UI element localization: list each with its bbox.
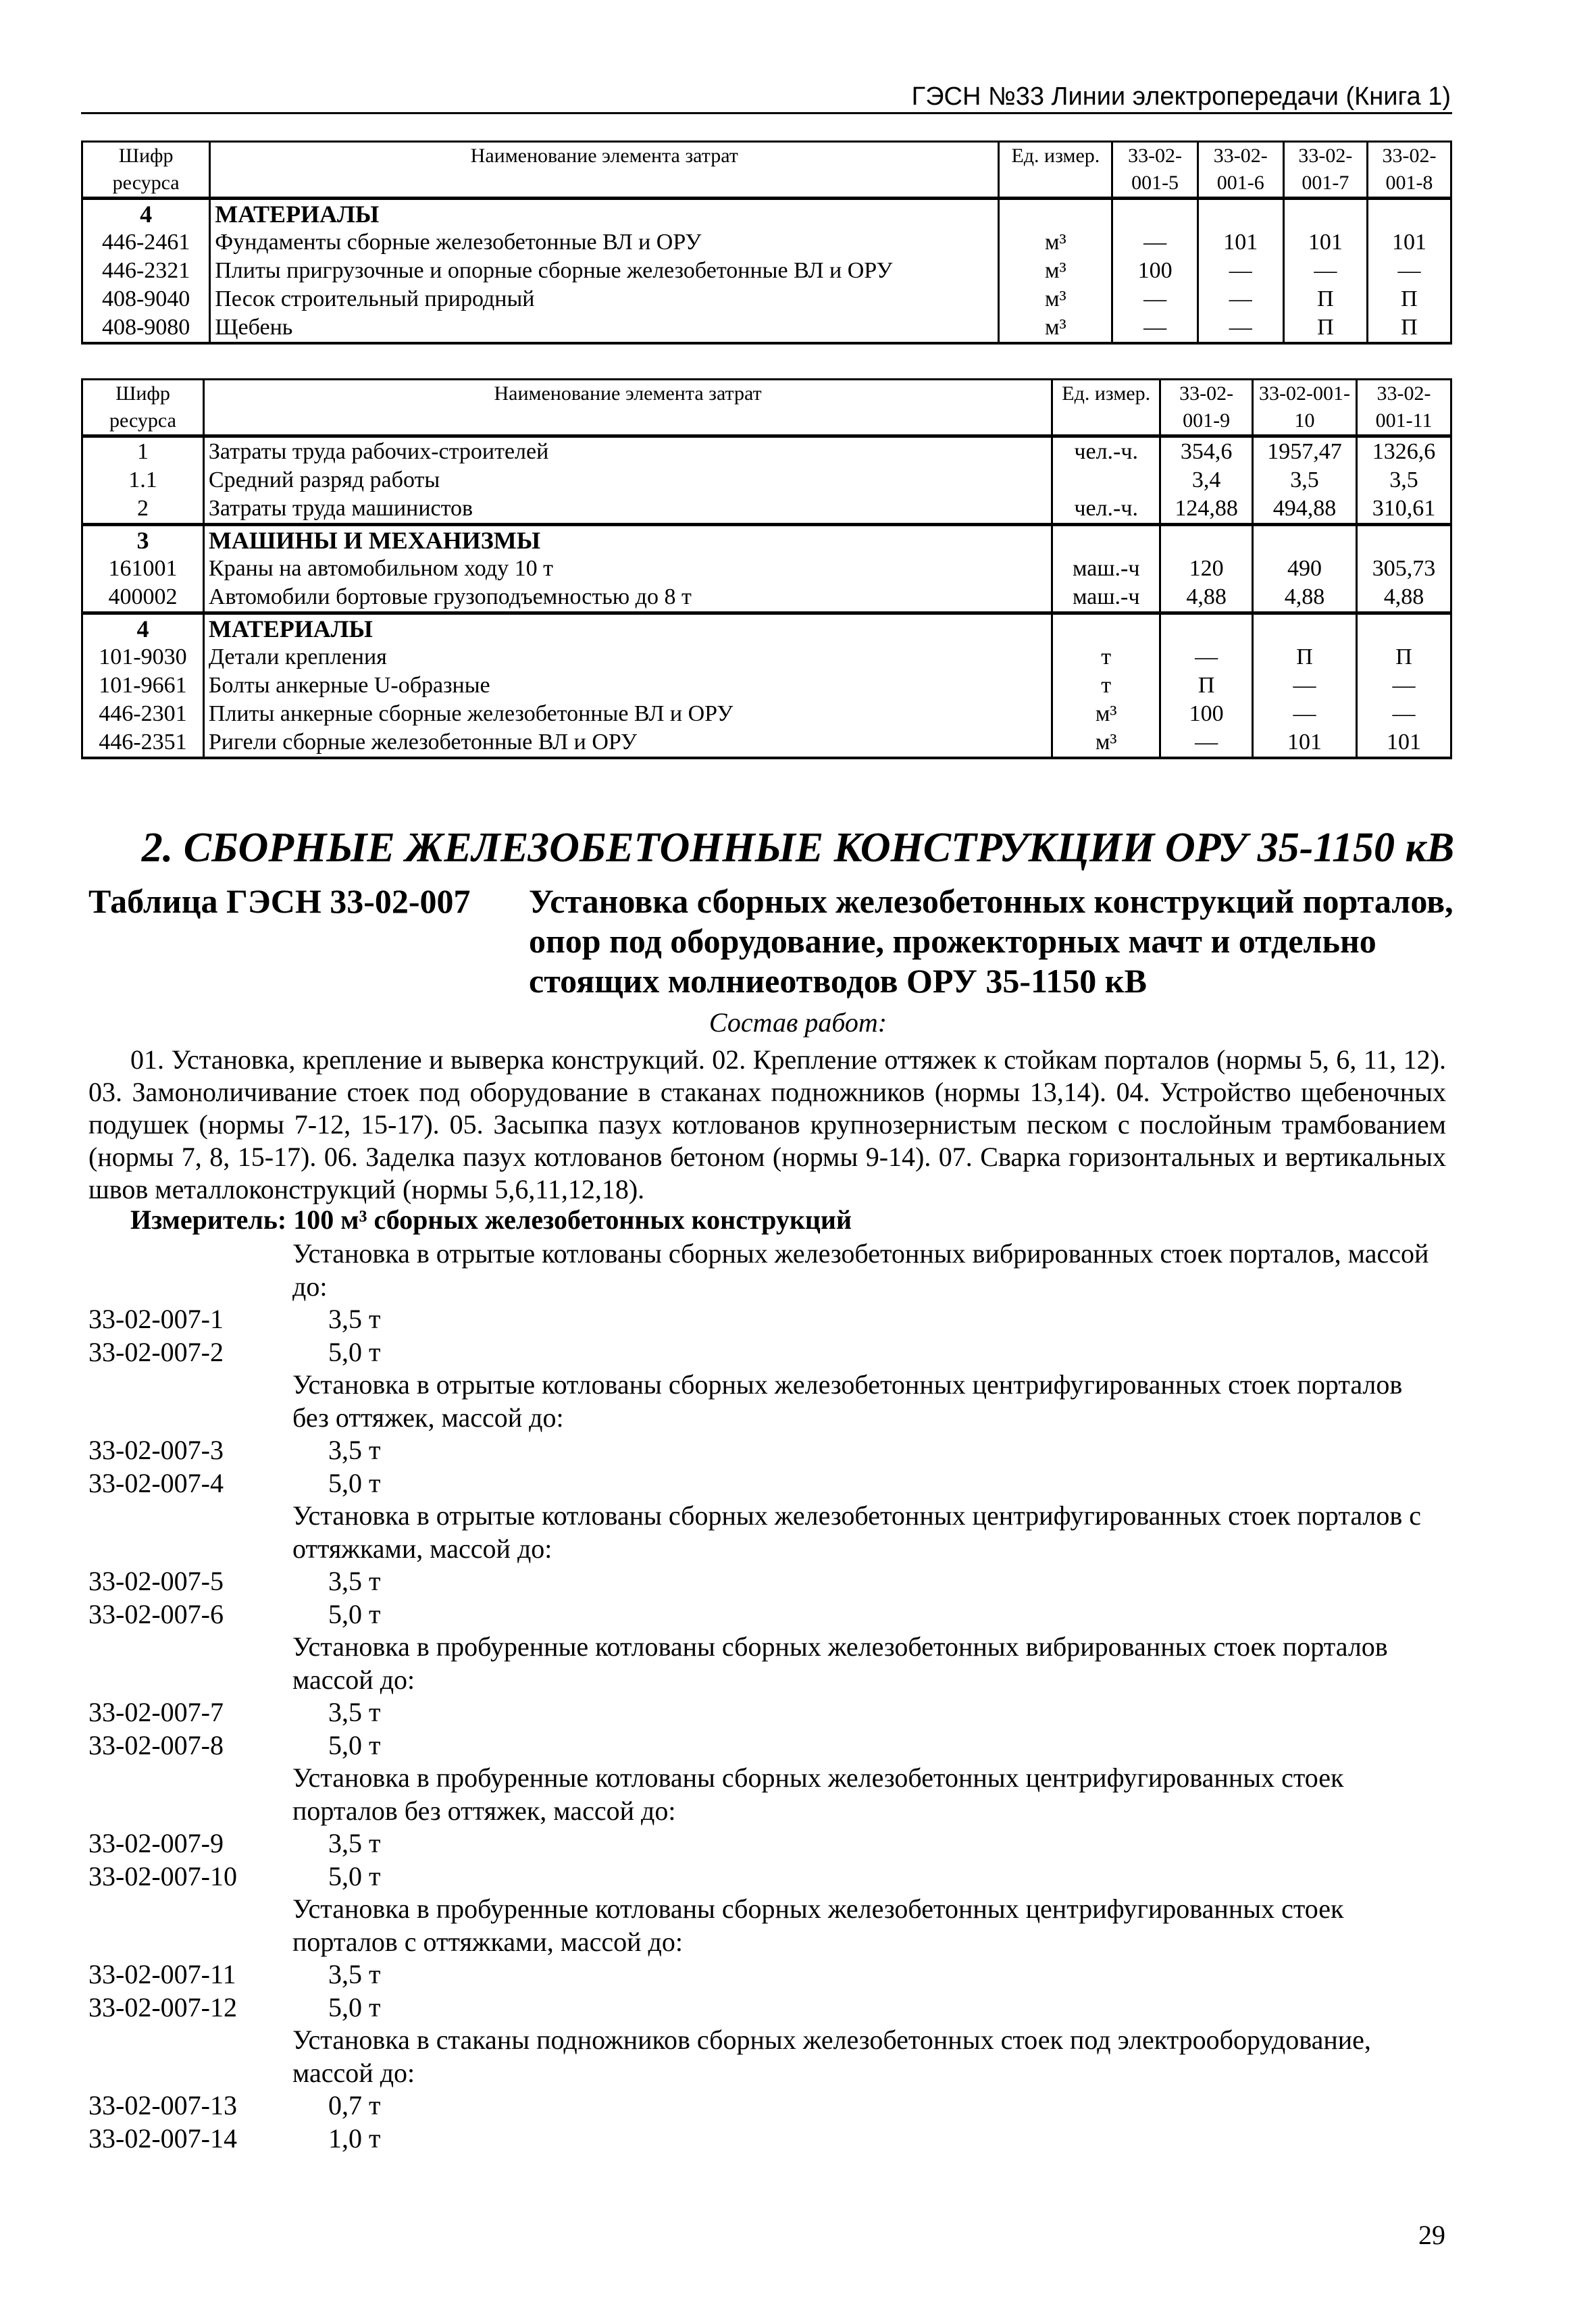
norm-group-description: Установка в пробуренные котлованы сборных железобетонных центрифугированных стоек порталов с оттяжками, массой до: <box>292 1893 1344 1957</box>
norm-value: — <box>1160 643 1253 671</box>
norm-mass: 3,5 т <box>328 1959 381 1989</box>
norm-value: П <box>1283 313 1367 343</box>
norm-value: — <box>1357 671 1451 700</box>
norm-value <box>1357 525 1451 555</box>
norm-item <box>88 2123 1446 2156</box>
norm-value <box>1160 525 1253 555</box>
unit: м³ <box>999 257 1112 285</box>
resource-name: Щебень <box>210 313 999 343</box>
norm-value: 100 <box>1112 257 1198 285</box>
resource-table-1 <box>81 141 1452 345</box>
norm-group-description: Установка в стаканы подножников сборных железобетонных стоек под электрооборудование, массой до: <box>292 2025 1371 2088</box>
table-row <box>82 525 1451 555</box>
norm-item <box>88 1991 1446 2025</box>
norm-mass: 5,0 т <box>328 1729 381 1760</box>
norm-value: 101 <box>1198 228 1283 257</box>
resource-name: МАТЕРИАЛЫ <box>210 199 999 229</box>
norm-code: 33-02-007-1 <box>88 1304 224 1334</box>
resource-code: 161001 <box>82 555 204 583</box>
section-title: 2. СБОРНЫЕ ЖЕЛЕЗОБЕТОННЫЕ КОНСТРУКЦИИ ОРУ 35-1150 кВ <box>141 825 1455 871</box>
norm-value: П <box>1357 643 1451 671</box>
resource-code: 446-2321 <box>82 257 210 285</box>
unit: т <box>1052 643 1160 671</box>
norm-value: 490 <box>1253 555 1357 583</box>
table-row <box>82 228 1451 257</box>
norm-item <box>88 1958 1446 1991</box>
norm-value: П <box>1283 285 1367 313</box>
norm-mass: 3,5 т <box>328 1697 381 1727</box>
norm-group-description: Установка в отрытые котлованы сборных железобетонных вибрированных стоек порталов, массой до: <box>292 1238 1429 1302</box>
norm-value: 305,73 <box>1357 555 1451 583</box>
norm-mass: 1,0 т <box>328 2123 381 2154</box>
norm-value: 3,5 <box>1357 466 1451 494</box>
norm-value <box>1198 199 1283 229</box>
norm-value: — <box>1112 285 1198 313</box>
unit: м³ <box>999 313 1112 343</box>
resource-name: Краны на автомобильном ходу 10 т <box>203 555 1052 583</box>
header-row <box>82 380 1451 436</box>
resource-table-2 <box>81 378 1452 759</box>
norm-mass: 5,0 т <box>328 1336 381 1367</box>
norm-value: 4,88 <box>1253 583 1357 613</box>
header-row <box>82 142 1451 199</box>
norm-mass: 3,5 т <box>328 1304 381 1334</box>
norm-value <box>1253 613 1357 644</box>
norm-item <box>88 1467 1446 1500</box>
norm-code: 33-02-007-6 <box>88 1598 224 1629</box>
norm-item <box>88 1729 1446 1762</box>
norm-item <box>88 1434 1446 1467</box>
norm-value <box>1357 613 1451 644</box>
unit <box>999 199 1112 229</box>
resource-code: 3 <box>82 525 204 555</box>
norm-code: 33-02-007-7 <box>88 1697 224 1727</box>
norm-value: 1957,47 <box>1253 436 1357 467</box>
norm-item <box>88 1860 1446 1893</box>
norm-item <box>88 1336 1446 1369</box>
resource-name: МАТЕРИАЛЫ <box>203 613 1052 644</box>
norm-value: П <box>1367 285 1451 313</box>
table-title: Установка сборных железобетонных конструкций порталов, опор под оборудование, прожекторных мачт и отдельно стоящих молниеотводов ОРУ 35-1150 кВ <box>529 882 1453 1000</box>
norms-list <box>88 1238 1446 2155</box>
table-row <box>82 313 1451 343</box>
norm-value <box>1367 199 1451 229</box>
resource-name: Болты анкерные U-образные <box>203 671 1052 700</box>
composition-label: Состав работ: <box>709 1007 887 1038</box>
column-header: 33-02-001-10 <box>1253 380 1357 436</box>
norm-code: 33-02-007-14 <box>88 2123 237 2154</box>
norm-value: — <box>1198 285 1283 313</box>
norm-mass: 5,0 т <box>328 1598 381 1629</box>
table-row <box>82 257 1451 285</box>
norm-value: — <box>1253 700 1357 728</box>
norm-value: 101 <box>1367 228 1451 257</box>
column-header: 33-02-001-11 <box>1357 380 1451 436</box>
table-row <box>82 643 1451 671</box>
table-row <box>82 700 1451 728</box>
norm-value <box>1112 199 1198 229</box>
unit <box>1052 525 1160 555</box>
norm-value: П <box>1367 313 1451 343</box>
column-header: Наименование элемента затрат <box>210 142 999 199</box>
norm-value: 310,61 <box>1357 494 1451 525</box>
column-header: Ед. измер. <box>999 142 1112 199</box>
norm-value: — <box>1283 257 1367 285</box>
norm-value: П <box>1253 643 1357 671</box>
norm-value: 120 <box>1160 555 1253 583</box>
table-row <box>82 436 1451 467</box>
norm-value: — <box>1367 257 1451 285</box>
resource-code: 446-2351 <box>82 728 204 758</box>
norm-value: — <box>1160 728 1253 758</box>
norm-group-description: Установка в пробуренные котлованы сборных железобетонных центрифугированных стоек порталов без оттяжек, массой до: <box>292 1762 1344 1826</box>
norm-mass: 3,5 т <box>328 1566 381 1596</box>
norm-mass: 0,7 т <box>328 2090 381 2120</box>
table-row <box>82 466 1451 494</box>
resource-code: 1.1 <box>82 466 204 494</box>
resource-name: МАШИНЫ И МЕХАНИЗМЫ <box>203 525 1052 555</box>
norm-code: 33-02-007-11 <box>88 1959 236 1989</box>
resource-code: 4 <box>82 199 210 229</box>
norm-value: 100 <box>1160 700 1253 728</box>
resource-name: Затраты труда машинистов <box>203 494 1052 525</box>
norm-code: 33-02-007-8 <box>88 1729 224 1760</box>
norm-value: 101 <box>1357 728 1451 758</box>
table-row <box>82 494 1451 525</box>
norm-code: 33-02-007-4 <box>88 1467 224 1498</box>
norm-value: — <box>1198 257 1283 285</box>
resource-code: 2 <box>82 494 204 525</box>
norm-group-description: Установка в отрытые котлованы сборных железобетонных центрифугированных стоек порталов без оттяжек, массой до: <box>292 1369 1403 1433</box>
column-header: 33-02-001-9 <box>1160 380 1253 436</box>
resource-code: 400002 <box>82 583 204 613</box>
norm-value: 101 <box>1253 728 1357 758</box>
resource-code: 1 <box>82 436 204 467</box>
norm-value: — <box>1198 313 1283 343</box>
norm-value: 4,88 <box>1357 583 1451 613</box>
norm-code: 33-02-007-9 <box>88 1828 224 1858</box>
unit: м³ <box>1052 700 1160 728</box>
norm-item <box>88 1827 1446 1860</box>
column-header: Шифр ресурса <box>82 142 210 199</box>
norm-group-description: Установка в пробуренные котлованы сборных железобетонных вибрированных стоек порталов массой до: <box>292 1631 1388 1695</box>
norm-mass: 3,5 т <box>328 1435 381 1465</box>
unit: м³ <box>999 228 1112 257</box>
measure-unit: Измеритель: 100 м³ сборных железобетонных конструкций <box>130 1204 852 1235</box>
norm-code: 33-02-007-5 <box>88 1566 224 1596</box>
norm-code: 33-02-007-2 <box>88 1336 224 1367</box>
norm-code: 33-02-007-13 <box>88 2090 237 2120</box>
table-row <box>82 583 1451 613</box>
unit: т <box>1052 671 1160 700</box>
table-row <box>82 728 1451 758</box>
resource-code: 408-9080 <box>82 313 210 343</box>
resource-name: Плиты пригрузочные и опорные сборные железобетонные ВЛ и ОРУ <box>210 257 999 285</box>
norm-code: 33-02-007-12 <box>88 1991 237 2023</box>
table-row <box>82 671 1451 700</box>
resource-code: 101-9661 <box>82 671 204 700</box>
resource-name: Средний разряд работы <box>203 466 1052 494</box>
resource-code: 408-9040 <box>82 285 210 313</box>
resource-name: Автомобили бортовые грузоподъемностью до 8 т <box>203 583 1052 613</box>
column-header: Ед. измер. <box>1052 380 1160 436</box>
page-number: 29 <box>1418 2220 1445 2250</box>
table-row <box>82 285 1451 313</box>
resource-code: 101-9030 <box>82 643 204 671</box>
norm-mass: 5,0 т <box>328 1991 381 2023</box>
norm-value: 3,4 <box>1160 466 1253 494</box>
table-row <box>82 199 1451 229</box>
norm-value: — <box>1357 700 1451 728</box>
unit: м³ <box>999 285 1112 313</box>
norm-group-description: Установка в отрытые котлованы сборных железобетонных центрифугированных стоек порталов с оттяжками, массой до: <box>292 1500 1422 1564</box>
norm-value: — <box>1253 671 1357 700</box>
works-description: 01. Установка, крепление и выверка конструкций. 02. Крепление оттяжек к стойкам порталов (нормы 5, 6, 11, 12). 03. Замоноличивание стоек под оборудование в стаканах подножников (нормы 13,14). 04. Устройство щебеночных подушек (нормы 7-12, 15-17). 05. Засыпка пазух котлованов крупнозернистым песком с послойным трамбованием (нормы 7, 8, 15-17). 06. Заделка пазух котлованов бетоном (нормы 9-14). 07. Сварка горизонтальных и вертикальных швов металлоконструкций (нормы 5,6,11,12,18). <box>88 1044 1446 1204</box>
norm-value: 101 <box>1283 228 1367 257</box>
norm-value: — <box>1112 313 1198 343</box>
norm-value <box>1160 613 1253 644</box>
norm-item <box>88 1696 1446 1729</box>
resource-name: Плиты анкерные сборные железобетонные ВЛ и ОРУ <box>203 700 1052 728</box>
norm-item <box>88 1598 1446 1631</box>
norm-item <box>88 1303 1446 1336</box>
unit: м³ <box>1052 728 1160 758</box>
norm-value: 4,88 <box>1160 583 1253 613</box>
column-header: Шифр ресурса <box>82 380 204 436</box>
norm-code: 33-02-007-10 <box>88 1860 237 1891</box>
unit: чел.-ч. <box>1052 494 1160 525</box>
norm-value: — <box>1112 228 1198 257</box>
column-header: 33-02-001-7 <box>1283 142 1367 199</box>
norm-value: 494,88 <box>1253 494 1357 525</box>
resource-name: Ригели сборные железобетонные ВЛ и ОРУ <box>203 728 1052 758</box>
column-header: 33-02-001-8 <box>1367 142 1451 199</box>
unit <box>1052 466 1160 494</box>
norm-value: П <box>1160 671 1253 700</box>
norm-item <box>88 2089 1446 2123</box>
unit: маш.-ч <box>1052 555 1160 583</box>
resource-code: 4 <box>82 613 204 644</box>
norm-value: 354,6 <box>1160 436 1253 467</box>
norm-mass: 5,0 т <box>328 1860 381 1891</box>
unit: маш.-ч <box>1052 583 1160 613</box>
norm-code: 33-02-007-3 <box>88 1435 224 1465</box>
table-label: Таблица ГЭСН 33-02-007 <box>88 882 471 920</box>
norm-mass: 5,0 т <box>328 1467 381 1498</box>
table-row <box>82 555 1451 583</box>
norm-item <box>88 1565 1446 1598</box>
norm-value: 1326,6 <box>1357 436 1451 467</box>
table-row <box>82 613 1451 644</box>
unit <box>1052 613 1160 644</box>
column-header: Наименование элемента затрат <box>203 380 1052 436</box>
resource-name: Затраты труда рабочих-строителей <box>203 436 1052 467</box>
resource-name: Песок строительный природный <box>210 285 999 313</box>
norm-value <box>1283 199 1367 229</box>
unit: чел.-ч. <box>1052 436 1160 467</box>
norm-value: 3,5 <box>1253 466 1357 494</box>
column-header: 33-02-001-5 <box>1112 142 1198 199</box>
running-header: ГЭСН №33 Линии электропередачи (Книга 1) <box>911 82 1451 111</box>
resource-name: Фундаменты сборные железобетонные ВЛ и ОРУ <box>210 228 999 257</box>
norm-value: 124,88 <box>1160 494 1253 525</box>
header-rule <box>81 112 1452 114</box>
resource-code: 446-2301 <box>82 700 204 728</box>
column-header: 33-02-001-6 <box>1198 142 1283 199</box>
resource-code: 446-2461 <box>82 228 210 257</box>
resource-name: Детали крепления <box>203 643 1052 671</box>
norm-value <box>1253 525 1357 555</box>
norm-mass: 3,5 т <box>328 1828 381 1858</box>
